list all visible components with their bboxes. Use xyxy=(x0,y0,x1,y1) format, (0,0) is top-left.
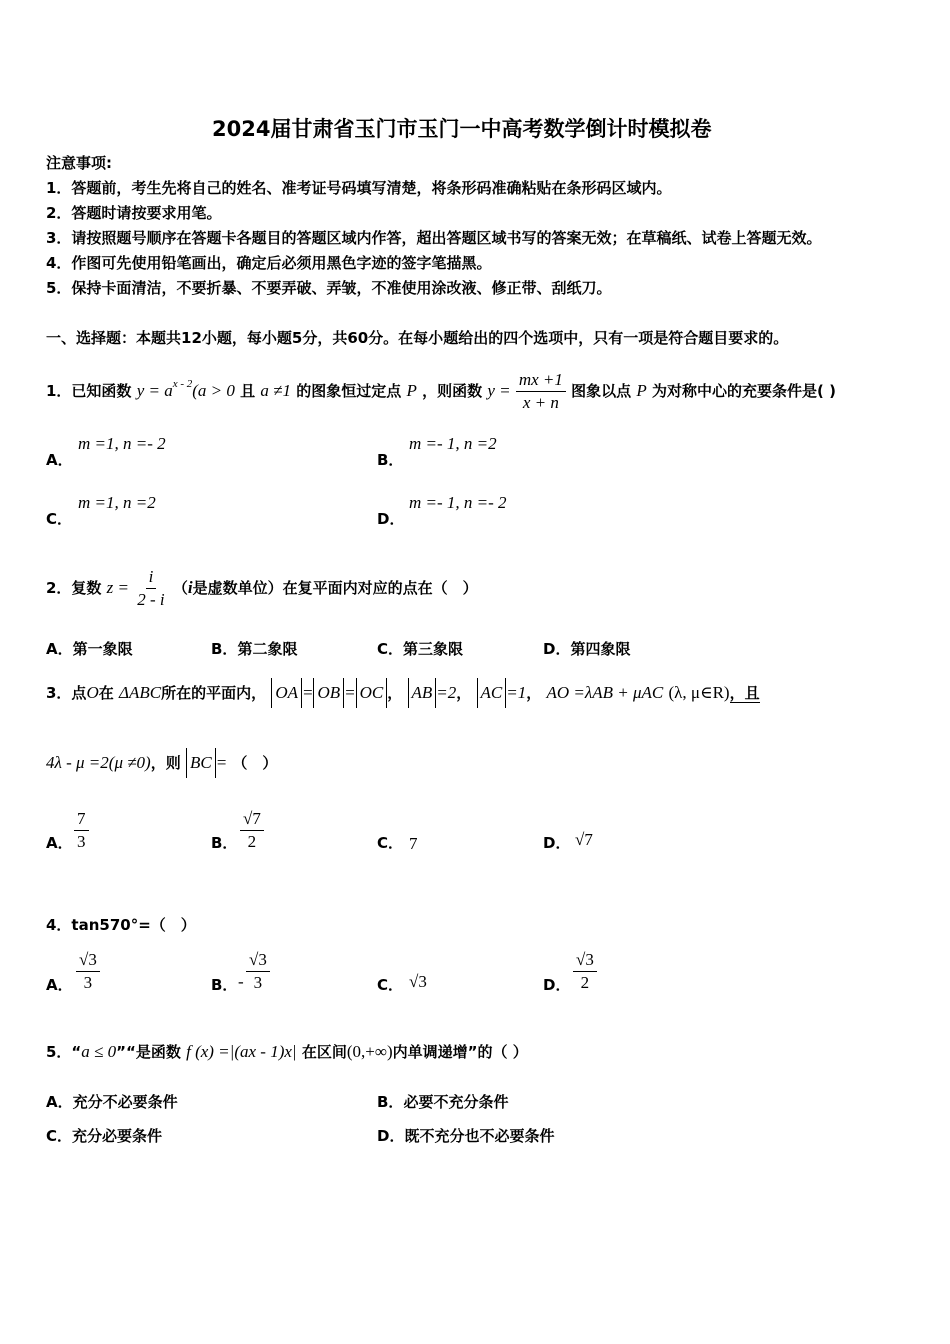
q5-option-a: A．充分不必要条件 xyxy=(46,1093,178,1111)
q3-option-c: 7 xyxy=(409,834,418,853)
q1-option-d: m =- 1, n =- 2 xyxy=(409,493,507,512)
question-3-cont: 4λ - μ =2(μ ≠0)，则 BC = （ ） xyxy=(46,748,277,778)
question-4: 4．tan570°=（ ） xyxy=(46,916,196,934)
q4-option-c: √3 xyxy=(409,972,427,991)
q3-option-a-label: A． xyxy=(46,834,73,852)
q4-option-b-sign: - xyxy=(238,972,244,991)
q3-option-a: $\frac{7}{3}$ xyxy=(74,808,89,853)
q2-option-b: B．第二象限 xyxy=(211,640,298,658)
question-3: 3．点O在 ΔABC所在的平面内， OA = OB = OC ， AB =2， AC =1， AO =λAB + μAC (λ, μ∈R)，且 xyxy=(46,678,760,708)
q4-option-a-label: A． xyxy=(46,976,73,994)
q1-option-b-label: B． xyxy=(377,451,404,469)
question-5: 5．“a ≤ 0”“是函数 f (x) =|(ax - 1)x| 在区间(0,+∞)内单调递增”的（ ） xyxy=(46,1042,528,1061)
notes-heading: 注意事项: xyxy=(46,154,112,172)
page-title: 2024届甘肃省玉门市玉门一中高考数学倒计时模拟卷 xyxy=(212,117,712,141)
q2-option-c: C．第三象限 xyxy=(377,640,464,658)
q5-option-b: B．必要不充分条件 xyxy=(377,1093,509,1111)
q4-option-d: $\frac{√3}{2}$ xyxy=(573,949,597,994)
q3-option-c-label: C． xyxy=(377,834,404,852)
question-2: 2．复数 z = $\frac{i}{2 - i}$ （i是虚数单位）在复平面内对应的点在（ ） xyxy=(46,567,478,609)
note-item: 1．答题前，考生先将自己的姓名、准考证号码填写清楚，将条形码准确粘贴在条形码区域内。 xyxy=(46,179,672,197)
q1-option-b: m =- 1, n =2 xyxy=(409,434,497,453)
q2-option-d: D．第四象限 xyxy=(543,640,631,658)
q3-option-b: $\frac{√7}{2}$ xyxy=(240,808,264,853)
question-1: 1．已知函数 $y = a^{x - 2}(a > 0$ 且 a ≠1 的图象恒过定点 P ，则函数 y = $\frac{mx +1}{x + n}$ 图象以点 P 为对称中心的充要条件是( ) xyxy=(46,370,836,412)
q4-option-b: $\frac{√3}{3}$ xyxy=(246,949,270,994)
q1-formula: $y = a^{x - 2}(a > 0$ xyxy=(136,378,235,400)
q4-option-a: $\frac{√3}{3}$ xyxy=(76,949,100,994)
q1-option-c: m =1, n =2 xyxy=(78,493,156,512)
q1-option-d-label: D． xyxy=(377,510,405,528)
section-heading: 一、选择题：本题共12小题，每小题5分，共60分。在每小题给出的四个选项中，只有一项是符合题目要求的。 xyxy=(46,329,789,347)
q5-option-d: D．既不充分也不必要条件 xyxy=(377,1127,555,1145)
q1-option-c-label: C． xyxy=(46,510,73,528)
q1-option-a-label: A． xyxy=(46,451,73,469)
q1-fraction: $\frac{mx +1}{x + n}$ xyxy=(516,369,566,414)
note-item: 5．保持卡面清洁，不要折暴、不要弄破、弄皱，不准使用涂改液、修正带、刮纸刀。 xyxy=(46,279,612,297)
note-item: 2．答题时请按要求用笔。 xyxy=(46,204,222,222)
q2-option-a: A．第一象限 xyxy=(46,640,133,658)
q2-fraction: $\frac{i}{2 - i}$ xyxy=(137,567,165,609)
q4-option-c-label: C． xyxy=(377,976,404,994)
q1-option-a: m =1, n =- 2 xyxy=(78,434,166,453)
q5-option-c: C．充分必要条件 xyxy=(46,1127,163,1145)
note-item: 4．作图可先使用铅笔画出，确定后必须用黑色字迹的签字笔描黑。 xyxy=(46,254,492,272)
note-item: 3．请按照题号顺序在答题卡各题目的答题区域内作答，超出答题区域书写的答案无效；在草稿纸、试卷上答题无效。 xyxy=(46,229,822,247)
q4-option-d-label: D． xyxy=(543,976,571,994)
q1-text: 1．已知函数 xyxy=(46,382,132,400)
q4-option-b-label: B． xyxy=(211,976,238,994)
q3-option-d-label: D． xyxy=(543,834,571,852)
q3-option-b-label: B． xyxy=(211,834,238,852)
q3-magnitudes: OA = OB = OC xyxy=(271,683,387,702)
q3-option-d: √7 xyxy=(575,830,593,849)
